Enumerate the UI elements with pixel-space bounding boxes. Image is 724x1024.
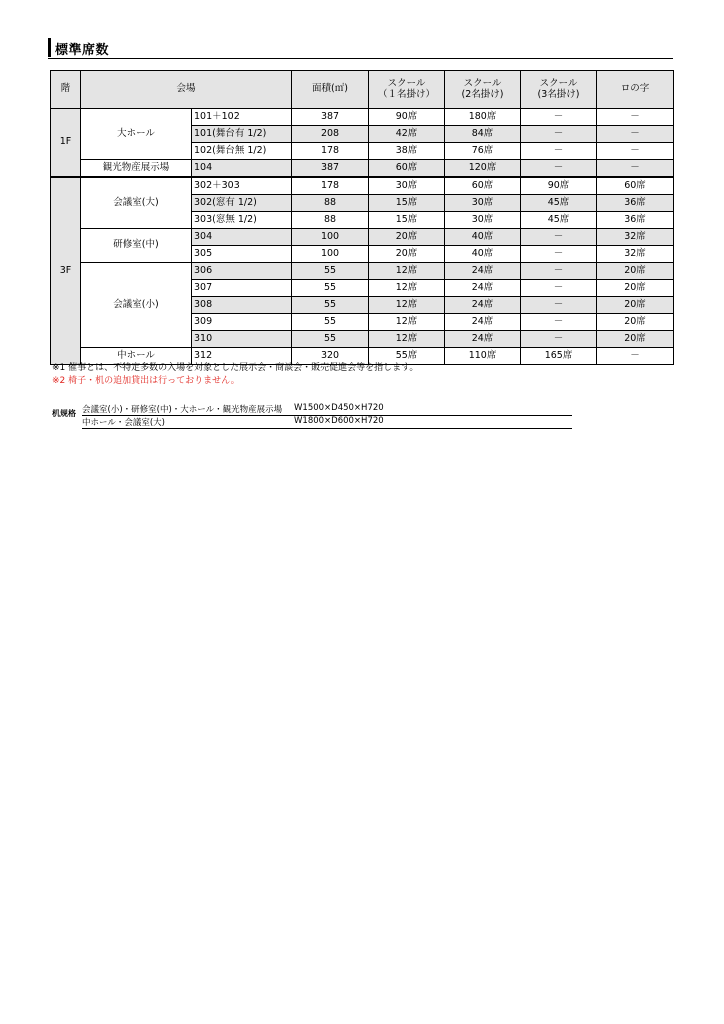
room-cell: 102(舞台無 1/2) (192, 143, 292, 160)
room-cell: 306 (192, 263, 292, 280)
school3-cell: 165席 (521, 348, 597, 365)
school1-cell: 60席 (369, 160, 445, 178)
school1-cell: 12席 (369, 297, 445, 314)
ushape-cell: 32席 (597, 229, 674, 246)
school3-cell: － (521, 297, 597, 314)
room-cell: 101(舞台有 1/2) (192, 126, 292, 143)
header-school-1-line2: （１名掛け） (378, 88, 436, 100)
ushape-cell: 60席 (597, 177, 674, 195)
venue-conference-large: 会議室(大) (81, 177, 192, 229)
venue-exhibition: 観光物産展示場 (81, 160, 192, 178)
room-cell: 302＋303 (192, 177, 292, 195)
school3-cell: 45席 (521, 195, 597, 212)
school3-cell: － (521, 160, 597, 178)
area-cell: 208 (292, 126, 369, 143)
school3-cell: － (521, 263, 597, 280)
ushape-cell: － (597, 160, 674, 178)
seating-capacity-table (50, 70, 674, 365)
header-venue: 会場 (81, 71, 292, 109)
school1-cell: 20席 (369, 246, 445, 263)
footnote-1: ※1 催事とは、不特定多数の入場を対象とした展示会・商談会・販売促進会等を指します。 (52, 363, 419, 373)
desk-spec-rooms: 中ホール・会議室(大) (82, 418, 165, 428)
room-cell: 307 (192, 280, 292, 297)
school2-cell: 110席 (445, 348, 521, 365)
table-row (51, 229, 674, 246)
room-cell: 104 (192, 160, 292, 178)
header-school-1 (369, 71, 445, 109)
ushape-cell: 20席 (597, 263, 674, 280)
school3-cell: － (521, 126, 597, 143)
title-accent-bar (48, 38, 51, 57)
ushape-cell: 20席 (597, 331, 674, 348)
area-cell: 55 (292, 263, 369, 280)
desk-spec-label: 机规格 (52, 409, 76, 418)
desk-spec-row (82, 402, 572, 416)
school1-cell: 15席 (369, 195, 445, 212)
room-cell: 304 (192, 229, 292, 246)
table-row (51, 109, 674, 126)
table-row (51, 160, 674, 178)
school2-cell: 24席 (445, 331, 521, 348)
header-u-shape: ロの字 (597, 71, 674, 109)
school1-cell: 30席 (369, 177, 445, 195)
room-cell: 305 (192, 246, 292, 263)
ushape-cell: 32席 (597, 246, 674, 263)
room-cell: 302(窓有 1/2) (192, 195, 292, 212)
ushape-cell: － (597, 348, 674, 365)
venue-mid-hall: 中ホール (81, 348, 192, 365)
area-cell: 100 (292, 246, 369, 263)
school3-cell: － (521, 109, 597, 126)
school1-cell: 38席 (369, 143, 445, 160)
header-school-3-line1: スクール (539, 77, 578, 89)
school1-cell: 12席 (369, 280, 445, 297)
room-cell: 310 (192, 331, 292, 348)
school3-cell: － (521, 143, 597, 160)
school1-cell: 12席 (369, 314, 445, 331)
school1-cell: 55席 (369, 348, 445, 365)
school2-cell: 76席 (445, 143, 521, 160)
school2-cell: 24席 (445, 297, 521, 314)
room-cell: 101＋102 (192, 109, 292, 126)
page-title: 標準席数 (55, 43, 110, 58)
room-cell: 309 (192, 314, 292, 331)
floor-cell-1f: 1F (51, 109, 81, 178)
school2-cell: 40席 (445, 229, 521, 246)
desk-spec-row (82, 415, 572, 429)
section-header (48, 38, 673, 59)
header-school-2 (445, 71, 521, 109)
area-cell: 55 (292, 331, 369, 348)
school2-cell: 30席 (445, 195, 521, 212)
table-row (51, 263, 674, 280)
venue-conference-small: 会議室(小) (81, 263, 192, 348)
school1-cell: 42席 (369, 126, 445, 143)
school1-cell: 15席 (369, 212, 445, 229)
venue-training-mid: 研修室(中) (81, 229, 192, 263)
area-cell: 55 (292, 314, 369, 331)
school1-cell: 20席 (369, 229, 445, 246)
school2-cell: 40席 (445, 246, 521, 263)
school3-cell: － (521, 246, 597, 263)
table-row (51, 177, 674, 195)
school2-cell: 24席 (445, 314, 521, 331)
header-school-3-line2: (3名掛け) (537, 88, 580, 100)
school2-cell: 180席 (445, 109, 521, 126)
desk-spec-size: W1500×D450×H720 (294, 403, 384, 413)
area-cell: 55 (292, 280, 369, 297)
area-cell: 55 (292, 297, 369, 314)
area-cell: 100 (292, 229, 369, 246)
ushape-cell: 36席 (597, 212, 674, 229)
school1-cell: 12席 (369, 263, 445, 280)
ushape-cell: 36席 (597, 195, 674, 212)
area-cell: 320 (292, 348, 369, 365)
school3-cell: 90席 (521, 177, 597, 195)
room-cell: 312 (192, 348, 292, 365)
header-school-2-line2: (2名掛け) (461, 88, 504, 100)
school3-cell: － (521, 280, 597, 297)
ushape-cell: 20席 (597, 314, 674, 331)
header-area: 面積(㎡) (292, 71, 369, 109)
ushape-cell: － (597, 126, 674, 143)
ushape-cell: 20席 (597, 297, 674, 314)
header-school-2-line1: スクール (463, 77, 502, 89)
ushape-cell: 20席 (597, 280, 674, 297)
school2-cell: 24席 (445, 280, 521, 297)
area-cell: 387 (292, 109, 369, 126)
table-header-row (51, 71, 674, 109)
school1-cell: 90席 (369, 109, 445, 126)
desk-spec-rooms: 会議室(小)・研修室(中)・大ホール・観光物産展示場 (82, 405, 283, 415)
footnote-2: ※2 椅子・机の追加貸出は行っておりません。 (52, 376, 240, 386)
header-floor: 階 (51, 71, 81, 109)
school3-cell: 45席 (521, 212, 597, 229)
header-school-1-line1: スクール (387, 77, 426, 89)
school3-cell: － (521, 314, 597, 331)
school2-cell: 60席 (445, 177, 521, 195)
desk-spec-size: W1800×D600×H720 (294, 416, 384, 426)
school2-cell: 84席 (445, 126, 521, 143)
school3-cell: － (521, 331, 597, 348)
school1-cell: 12席 (369, 331, 445, 348)
room-cell: 308 (192, 297, 292, 314)
footnotes (52, 362, 418, 388)
venue-large-hall: 大ホール (81, 109, 192, 160)
room-cell: 303(窓無 1/2) (192, 212, 292, 229)
school2-cell: 120席 (445, 160, 521, 178)
area-cell: 88 (292, 195, 369, 212)
ushape-cell: － (597, 143, 674, 160)
area-cell: 178 (292, 143, 369, 160)
school2-cell: 24席 (445, 263, 521, 280)
school2-cell: 30席 (445, 212, 521, 229)
area-cell: 178 (292, 177, 369, 195)
floor-cell-3f: 3F (51, 177, 81, 365)
school3-cell: － (521, 229, 597, 246)
header-school-3 (521, 71, 597, 109)
area-cell: 88 (292, 212, 369, 229)
area-cell: 387 (292, 160, 369, 178)
ushape-cell: － (597, 109, 674, 126)
